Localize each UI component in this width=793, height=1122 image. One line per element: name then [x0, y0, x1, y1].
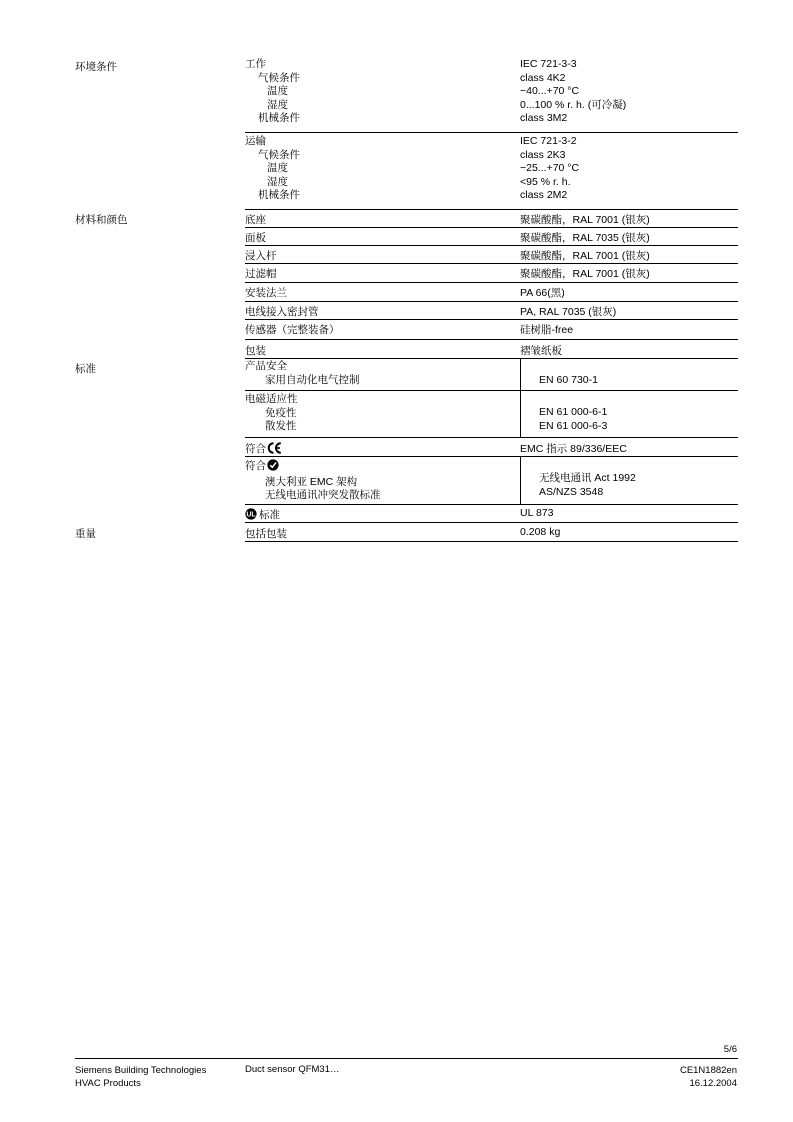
transport-climatic-value: class 2K3 — [520, 148, 566, 161]
ul-value: UL 873 — [520, 507, 554, 519]
emc-emission: 散发性 — [265, 420, 297, 432]
ctick-label: 符合 — [245, 460, 266, 472]
section-weight: 重量 — [75, 528, 96, 540]
material-value: 聚碳酸酯，RAL 7001 (银灰) — [520, 250, 650, 262]
material-label: 包装 — [245, 345, 266, 357]
footer-date: 16.12.2004 — [689, 1078, 737, 1089]
operation-standard-value: IEC 721-3-3 — [520, 58, 577, 70]
ctick-values — [539, 472, 636, 499]
footer-division: HVAC Products — [75, 1078, 141, 1089]
page-number: 5/6 — [723, 1044, 737, 1055]
env-operation-labels — [245, 58, 300, 126]
material-label: 底座 — [245, 214, 266, 226]
ce-mark-icon — [267, 442, 282, 457]
radio-std-value: AS/NZS 3548 — [539, 485, 604, 498]
footer-left — [75, 1064, 206, 1090]
material-label: 面板 — [245, 232, 266, 244]
ce-value: EMC 指示 89/336/EEC — [520, 443, 627, 455]
section-standards: 标准 — [75, 363, 96, 375]
divider — [245, 339, 738, 340]
material-label: 安装法兰 — [245, 287, 287, 299]
material-label: 过滤帽 — [245, 268, 277, 280]
radio-std-label: 无线电通讯冲突发散标准 — [265, 489, 381, 501]
material-value: 聚碳酸酯，RAL 7001 (银灰) — [520, 214, 650, 226]
divider — [245, 437, 738, 438]
emc-immunity: 免疫性 — [265, 406, 297, 419]
material-value: 褶皱纸板 — [520, 345, 562, 357]
material-value: 聚碳酸酯，RAL 7035 (银灰) — [520, 232, 650, 244]
material-value: 聚碳酸酯，RAL 7001 (银灰) — [520, 268, 650, 280]
ul-label: 标准 — [259, 509, 280, 521]
operation-mechanical: 机械条件 — [258, 112, 300, 124]
divider — [245, 456, 738, 457]
divider — [245, 282, 738, 283]
footer-product: Duct sensor QFM31… — [245, 1064, 340, 1075]
divider — [245, 390, 738, 391]
operation-temperature: 温度 — [267, 85, 288, 97]
std-emc-values — [539, 406, 607, 433]
operation-humidity: 湿度 — [267, 98, 288, 111]
divider — [245, 504, 738, 505]
transport-climatic: 气候条件 — [258, 148, 300, 161]
footer-docnum: CE1N1882en — [679, 1065, 737, 1076]
material-value: 硅树脂-free — [520, 324, 574, 336]
safety-head: 产品安全 — [245, 360, 287, 372]
material-label: 传感器（完整装备） — [245, 324, 340, 336]
footer-right — [680, 1064, 737, 1090]
ul-row — [245, 507, 280, 523]
divider — [245, 132, 738, 133]
footer-company: Siemens Building Technologies — [75, 1065, 207, 1076]
operation-climatic: 气候条件 — [258, 71, 300, 84]
column-divider — [520, 359, 521, 437]
au-emc-label: 澳大利亚 EMC 架构 — [265, 475, 358, 488]
transport-mechanical-value: class 2M2 — [520, 189, 568, 201]
material-value: PA, RAL 7035 (银灰) — [520, 306, 617, 318]
operation-humidity-value: 0...100 % r. h. (可冷凝) — [520, 98, 627, 111]
weight-label: 包括包装 — [245, 528, 287, 540]
immunity-value: EN 61 000-6-1 — [539, 406, 608, 418]
transport-humidity: 湿度 — [267, 175, 288, 188]
divider — [245, 358, 738, 359]
env-transport-labels — [245, 135, 300, 203]
weight-value: 0.208 kg — [520, 526, 561, 538]
std-emc-labels — [245, 393, 298, 434]
transport-humidity-value: <95 % r. h. — [520, 175, 571, 188]
material-label: 电线接入密封管 — [245, 306, 319, 318]
operation-mechanical-value: class 3M2 — [520, 112, 568, 124]
au-emc-value: 无线电通讯 Act 1992 — [539, 472, 636, 484]
divider — [245, 245, 738, 246]
env-transport-values — [520, 135, 579, 203]
safety-value: EN 60 730-1 — [539, 374, 598, 386]
transport-standard-value: IEC 721-3-2 — [520, 135, 577, 147]
svg-text:UL: UL — [246, 511, 256, 519]
divider — [245, 541, 738, 542]
ce-conformity — [245, 441, 282, 457]
footer-rule — [75, 1058, 738, 1059]
operation-climatic-value: class 4K2 — [520, 71, 566, 84]
divider — [245, 263, 738, 264]
safety-sub: 家用自动化电气控制 — [265, 373, 360, 386]
c-tick-icon — [267, 459, 279, 476]
emission-value: EN 61 000-6-3 — [539, 419, 608, 432]
section-material: 材料和颜色 — [75, 214, 128, 226]
operation-temperature-value: −40...+70 °C — [520, 85, 580, 97]
operation-head: 工作 — [245, 58, 266, 70]
ctick-labels — [245, 459, 381, 503]
ce-label: 符合 — [245, 443, 266, 455]
env-operation-values — [520, 58, 626, 126]
transport-temperature: 温度 — [267, 162, 288, 174]
transport-temperature-value: −25...+70 °C — [520, 162, 580, 174]
std-safety-labels — [245, 360, 360, 387]
transport-mechanical: 机械条件 — [258, 189, 300, 201]
divider — [245, 301, 738, 302]
divider — [245, 209, 738, 210]
material-label: 浸入杆 — [245, 250, 277, 262]
transport-head: 运输 — [245, 135, 266, 147]
section-environment: 环境条件 — [75, 61, 117, 73]
column-divider — [520, 457, 521, 504]
divider — [245, 522, 738, 523]
divider — [245, 227, 738, 228]
ul-mark-icon — [245, 508, 257, 523]
material-value: PA 66(黑) — [520, 287, 565, 299]
divider — [245, 319, 738, 320]
emc-head: 电磁适应性 — [245, 393, 298, 405]
